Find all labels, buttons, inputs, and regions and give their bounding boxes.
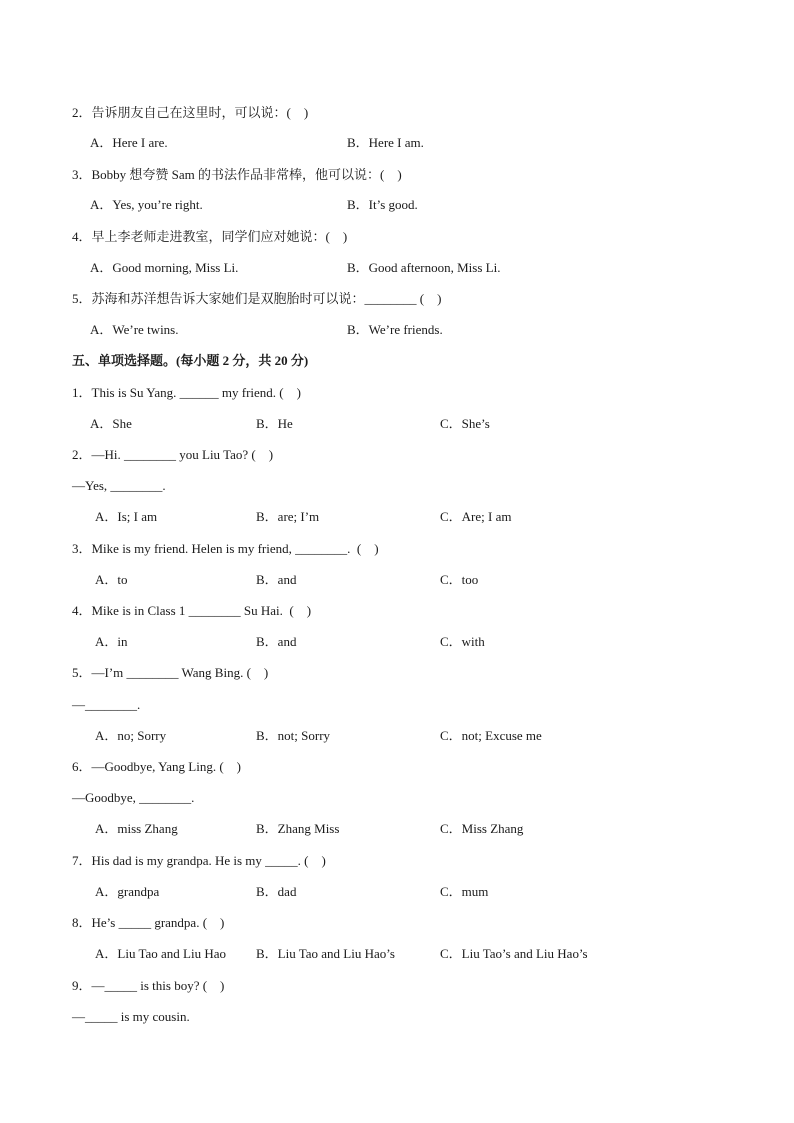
option-b: B．Liu Tao and Liu Hao’s: [256, 946, 395, 961]
option-c: C．Are; I am: [440, 509, 512, 524]
option-c: C．with: [440, 634, 485, 649]
option-b: B．dad: [256, 884, 297, 899]
option-c: C．She’s: [440, 416, 490, 431]
option-a: A．Yes, you’re right.: [90, 197, 203, 212]
question-stem: 4．Mike is in Class 1 ________ Su Hai. ( ): [72, 603, 312, 618]
option-a: A．We’re twins.: [90, 322, 179, 337]
question-stem: 5．—I’m ________ Wang Bing. ( ): [72, 665, 269, 680]
question-stem: 8．He’s _____ grandpa. ( ): [72, 915, 225, 930]
option-b: B．It’s good.: [347, 197, 418, 212]
question-reply: —_____ is my cousin.: [72, 1009, 190, 1024]
option-b: B．and: [256, 634, 297, 649]
question-stem: 3．Bobby 想夸赞 Sam 的书法作品非常棒，他可以说：( ): [72, 167, 402, 182]
question-stem: 1．This is Su Yang. ______ my friend. ( ): [72, 385, 301, 400]
option-b: B．are; I’m: [256, 509, 320, 524]
option-a: A．Is; I am: [95, 509, 158, 524]
option-b: B．and: [256, 572, 297, 587]
option-a: A．She: [90, 416, 132, 431]
question-stem: 7．His dad is my grandpa. He is my _____. ( ): [72, 853, 326, 868]
question-stem: 2．—Hi. ________ you Liu Tao? ( ): [72, 447, 274, 462]
option-a: A．in: [95, 634, 128, 649]
option-b: B．We’re friends.: [347, 322, 443, 337]
section-heading: 五、单项选择题。(每小题 2 分，共 20 分): [72, 353, 309, 368]
option-b: B．not; Sorry: [256, 728, 331, 743]
question-reply: —Goodbye, ________.: [72, 790, 195, 805]
question-reply: —Yes, ________.: [72, 478, 166, 493]
option-a: A．Here I are.: [90, 135, 168, 150]
option-a: A．to: [95, 572, 128, 587]
question-stem: 4．早上李老师走进教室，同学们应对她说：( ): [72, 229, 348, 244]
option-c: C．mum: [440, 884, 489, 899]
option-a: A．no; Sorry: [95, 728, 167, 743]
question-stem: 5．苏海和苏洋想告诉大家她们是双胞胎时可以说：________ ( ): [72, 291, 442, 306]
option-c: C．not; Excuse me: [440, 728, 542, 743]
option-b: B．Here I am.: [347, 135, 424, 150]
question-stem: 2．告诉朋友自己在这里时，可以说：( ): [72, 105, 309, 120]
option-b: B．He: [256, 416, 293, 431]
question-stem: 3．Mike is my friend. Helen is my friend, ________. ( ): [72, 541, 379, 556]
option-a: A．miss Zhang: [95, 821, 178, 836]
question-reply: —________.: [72, 697, 141, 712]
option-a: A．Liu Tao and Liu Hao: [95, 946, 226, 961]
question-stem: 6．—Goodbye, Yang Ling. ( ): [72, 759, 241, 774]
option-a: A．Good morning, Miss Li.: [90, 260, 239, 275]
option-c: C．Liu Tao’s and Liu Hao’s: [440, 946, 588, 961]
option-c: C．too: [440, 572, 479, 587]
option-a: A．grandpa: [95, 884, 160, 899]
option-b: B．Good afternoon, Miss Li.: [347, 260, 501, 275]
option-c: C．Miss Zhang: [440, 821, 524, 836]
option-b: B．Zhang Miss: [256, 821, 340, 836]
question-stem: 9．—_____ is this boy? ( ): [72, 978, 225, 993]
